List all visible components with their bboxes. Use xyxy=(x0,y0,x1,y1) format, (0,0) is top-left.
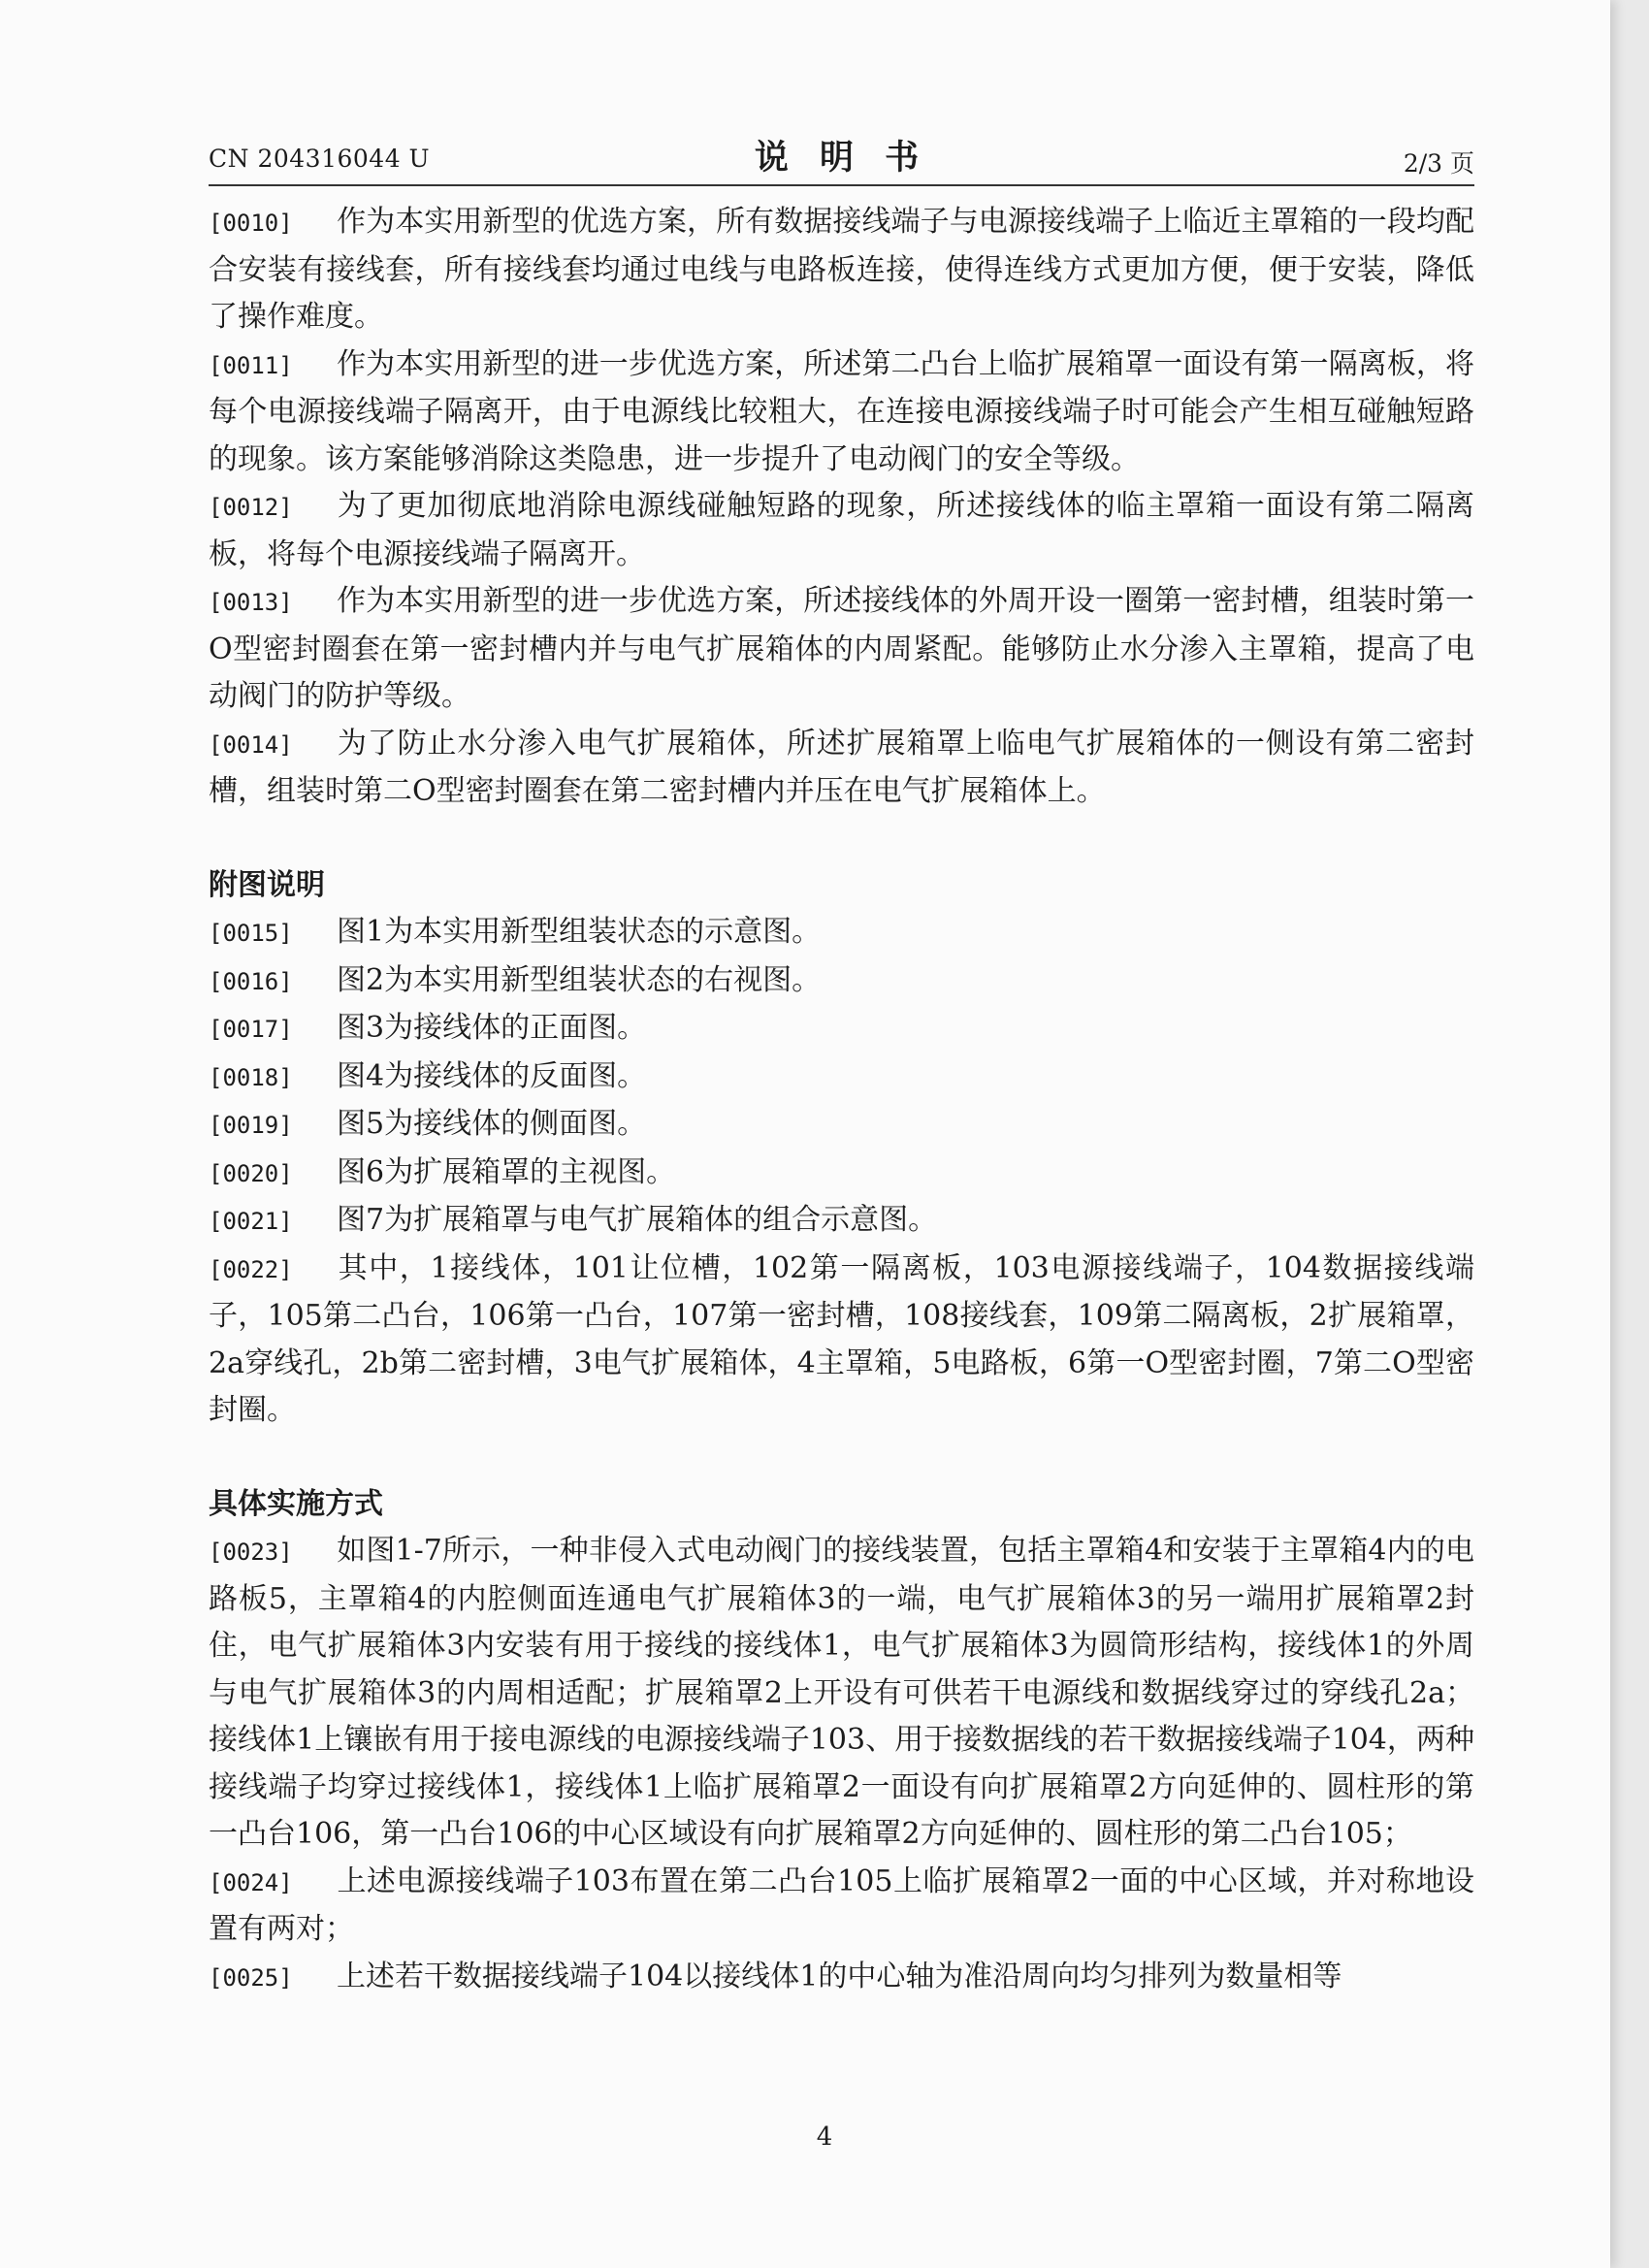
paragraph-number: [0024] xyxy=(209,1868,293,1896)
paragraph-number: [0022] xyxy=(209,1255,293,1283)
paragraph-text: 上述若干数据接线端子104以接线体1的中心轴为准沿周向均匀排列为数量相等 xyxy=(337,1959,1342,1993)
paragraph-text: 作为本实用新型的优选方案，所有数据接线端子与电源接线端子上临近主罩箱的一段均配合安装有接线套，所有接线套均通过电线与电路板连接，使得连线方式更加方便，便于安装，降低了操作难度。 xyxy=(209,205,1474,334)
document-title: 说 明 书 xyxy=(754,138,929,178)
paragraph-number: [0012] xyxy=(209,494,293,521)
paragraph xyxy=(209,1150,1474,1198)
paragraph-text: 图4为接线体的反面图。 xyxy=(337,1058,647,1093)
paragraph xyxy=(209,483,1474,578)
section-heading-embodiment: 具体实施方式 xyxy=(209,1486,383,1521)
paragraph xyxy=(209,1005,1474,1053)
paragraph xyxy=(209,1197,1474,1246)
paragraph-number: [0017] xyxy=(209,1016,293,1043)
paragraph-number: [0021] xyxy=(209,1208,293,1235)
paragraph-text: 作为本实用新型的进一步优选方案，所述接线体的外周开设一圈第一密封槽，组装时第一O型密封圈套在第一密封槽内并与电气扩展箱体的内周紧配。能够防止水分渗入主罩箱，提高了电动阀门的防护等级。 xyxy=(209,584,1474,713)
header-rule xyxy=(209,184,1474,186)
document-body xyxy=(209,199,1474,2001)
page-info: 2/3 页 xyxy=(1403,149,1474,178)
paragraph-text: 如图1-7所示，一种非侵入式电动阀门的接线装置，包括主罩箱4和安装于主罩箱4内的电路板5，主罩箱4的内腔侧面连通电气扩展箱体3的一端，电气扩展箱体3的另一端用扩展箱罩2封住，电气扩展箱体3内安装有用于接线的接线体1，电气扩展箱体3为圆筒形结构，接线体1的外周与电气扩展箱体3的内周相适配；扩展箱罩2上开设有可供若干电源线和数据线穿过的穿线孔2a；接线体1上镶嵌有用于接电源线的电源接线端子103、用于接数据线的若干数据接线端子104，两种接线端子均穿过接线体1，接线体1上临扩展箱罩2一面设有向扩展箱罩2方向延伸的、圆柱形的第一凸台106，第一凸台106的中心区域设有向扩展箱罩2方向延伸的、圆柱形的第二凸台105； xyxy=(209,1534,1474,1851)
paragraph-number: [0013] xyxy=(209,589,293,616)
paragraph-number: [0018] xyxy=(209,1063,293,1091)
paragraph xyxy=(209,1528,1474,1859)
paragraph xyxy=(209,199,1474,341)
paragraph-number: [0019] xyxy=(209,1112,293,1139)
paragraph-number: [0016] xyxy=(209,967,293,995)
paragraph-text: 为了更加彻底地消除电源线碰触短路的现象，所述接线体的临主罩箱一面设有第二隔离板，将每个电源接线端子隔离开。 xyxy=(209,489,1474,571)
document-id: CN 204316044 U xyxy=(209,145,431,173)
paragraph-number: [0014] xyxy=(209,730,293,759)
paragraph xyxy=(209,957,1474,1006)
paragraph-text: 图1为本实用新型组装状态的示意图。 xyxy=(337,915,822,949)
paragraph-text: 为了防止水分渗入电气扩展箱体，所述扩展箱罩上临电气扩展箱体的一侧设有第二密封槽，组装时第二O型密封圈套在第二密封槽内并压在电气扩展箱体上。 xyxy=(209,726,1474,808)
paragraph-number: [0025] xyxy=(209,1963,293,1992)
paragraph xyxy=(209,721,1474,816)
paragraph xyxy=(209,909,1474,957)
page-header xyxy=(209,131,1474,185)
paragraph-number: [0023] xyxy=(209,1539,293,1566)
paragraph xyxy=(209,578,1474,721)
paragraph xyxy=(209,1954,1474,2002)
paragraph-text: 图3为接线体的正面图。 xyxy=(337,1011,647,1045)
paragraph-text: 上述电源接线端子103布置在第二凸台105上临扩展箱罩2一面的中心区域，并对称地设置有两对； xyxy=(209,1863,1474,1946)
paragraph-text: 图7为扩展箱罩与电气扩展箱体的组合示意图。 xyxy=(337,1203,938,1237)
paragraph xyxy=(209,1859,1474,1954)
section-heading-figures: 附图说明 xyxy=(209,867,325,902)
paragraph-number: [0020] xyxy=(209,1159,293,1187)
paragraph-text: 作为本实用新型的进一步优选方案，所述第二凸台上临扩展箱罩一面设有第一隔离板，将每个电源接线端子隔离开，由于电源线比较粗大，在连接电源接线端子时可能会产生相互碰触短路的现象。该方案能够消除这类隐患，进一步提升了电动阀门的安全等级。 xyxy=(209,346,1474,476)
paragraph-number: [0010] xyxy=(209,210,293,237)
page-number: 4 xyxy=(816,2122,833,2152)
paragraph xyxy=(209,1101,1474,1150)
paragraph-text: 图6为扩展箱罩的主视图。 xyxy=(337,1154,676,1189)
paragraph xyxy=(209,1246,1474,1435)
paragraph-text: 图2为本实用新型组装状态的右视图。 xyxy=(337,962,822,997)
paragraph-number: [0015] xyxy=(209,920,293,947)
paragraph-text: 其中，1接线体，101让位槽，102第一隔离板，103电源接线端子，104数据接线端子，105第二凸台，106第一凸台，107第一密封槽，108接线套，109第二隔离板，2扩展箱罩，2a穿线孔，2b第二密封槽，3电气扩展箱体，4主罩箱，5电路板，6第一O型密封圈，7第二O型密封圈。 xyxy=(209,1250,1474,1427)
paragraph xyxy=(209,341,1474,484)
paragraph xyxy=(209,1053,1474,1102)
paragraph-text: 图5为接线体的侧面图。 xyxy=(337,1107,647,1141)
paragraph-number: [0011] xyxy=(209,351,293,379)
